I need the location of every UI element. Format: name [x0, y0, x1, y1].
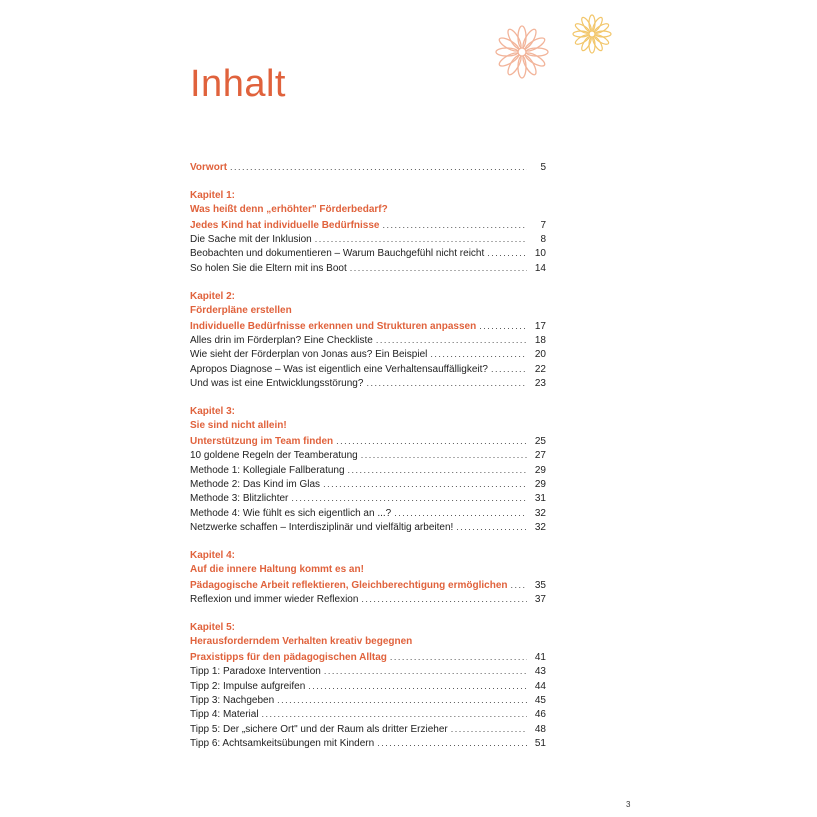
section-gap	[190, 275, 546, 290]
toc-entry-page: 31	[534, 493, 546, 505]
page-number: 3	[626, 800, 631, 809]
dot-leader	[383, 218, 528, 232]
toc-entry[interactable]	[190, 650, 546, 664]
toc-entry[interactable]	[190, 592, 546, 606]
toc-entry-title: So holen Sie die Eltern mit ins Boot	[190, 262, 347, 274]
toc-entry[interactable]	[190, 477, 546, 491]
toc-entry-title: Tipp 4: Material	[190, 709, 259, 721]
section-gap	[190, 174, 546, 189]
dot-leader	[394, 506, 527, 520]
toc-entry-title: Individuelle Bedürfnisse erkennen und Strukturen anpassen	[190, 320, 477, 332]
toc-entry-page: 32	[534, 522, 546, 534]
dot-leader	[491, 362, 527, 376]
dot-leader	[511, 578, 528, 592]
toc-entry[interactable]	[190, 520, 546, 534]
toc-entry-title: Methode 1: Kollegiale Fallberatung	[190, 464, 345, 476]
dot-leader	[324, 664, 527, 678]
dot-leader	[366, 376, 527, 390]
toc-entry-page: 51	[534, 738, 546, 750]
page-title: Inhalt	[190, 63, 286, 105]
toc-entry-title: Die Sache mit der Inklusion	[190, 234, 312, 246]
toc-entry-page: 10	[534, 248, 546, 260]
toc-entry[interactable]	[190, 448, 546, 462]
toc-entry[interactable]	[190, 319, 546, 333]
toc-entry-title: Vorwort	[190, 162, 228, 173]
dot-leader	[430, 347, 527, 361]
toc-entry-title: Tipp 5: Der „sichere Ort" und der Raum als dritter Erzieher	[190, 723, 448, 735]
toc-entry-page: 18	[534, 334, 546, 346]
dot-leader	[262, 707, 527, 721]
dot-leader	[361, 592, 527, 606]
toc-entry-title: Netzwerke schaffen – Interdisziplinär und vielfältig arbeiten!	[190, 522, 454, 534]
toc-entry-page: 20	[534, 349, 546, 361]
chapter-heading: Was heißt denn „erhöhter" Förderbedarf?	[190, 204, 388, 216]
toc-entry[interactable]	[190, 261, 546, 275]
dot-leader	[348, 463, 527, 477]
toc-entry-page: 22	[534, 363, 546, 375]
toc-entry-title: Beobachten und dokumentieren – Warum Bauchgefühl nicht reicht	[190, 248, 485, 260]
toc-entry-page: 48	[534, 723, 546, 735]
toc-entry-title: Methode 2: Das Kind im Glas	[190, 478, 321, 490]
toc-entry[interactable]	[190, 246, 546, 260]
toc-entry-page: 7	[540, 219, 546, 231]
toc-entry-title: Tipp 3: Nachgeben	[190, 695, 275, 706]
toc-entry-page: 41	[534, 651, 546, 663]
toc-entry-title: Methode 4: Wie fühlt es sich eigentlich an ...?	[190, 507, 392, 519]
toc-entry[interactable]	[190, 347, 546, 361]
dot-leader	[479, 319, 527, 333]
dot-leader	[336, 434, 527, 448]
toc-entry-page: 46	[534, 709, 546, 721]
toc-entry-page: 23	[534, 378, 546, 390]
toc-entry-title: Jedes Kind hat individuelle Bedürfnisse	[190, 219, 380, 231]
toc-entry[interactable]	[190, 722, 546, 736]
dot-leader	[277, 693, 527, 707]
flower-decoration	[490, 10, 620, 100]
toc-entry-title: Und was ist eine Entwicklungsstörung?	[190, 378, 364, 390]
section-gap	[190, 607, 546, 622]
toc-entry-page: 29	[534, 478, 546, 490]
toc-entry-page: 44	[534, 680, 546, 692]
toc-entry-page: 45	[534, 695, 546, 706]
toc-entry-title: Pädagogische Arbeit reflektieren, Gleichberechtigung ermöglichen	[190, 579, 508, 591]
dot-leader	[456, 520, 527, 534]
toc-entry-page: 35	[534, 579, 546, 591]
toc-entry[interactable]	[190, 707, 546, 721]
chapter-label: Kapitel 4:	[190, 549, 236, 561]
toc-entry-page: 5	[540, 162, 546, 173]
dot-leader	[390, 650, 527, 664]
toc-entry-page: 17	[534, 320, 546, 332]
flower-icon	[573, 15, 611, 53]
toc-entry-title: Tipp 2: Impulse aufgreifen	[190, 680, 306, 692]
toc-entry[interactable]	[190, 218, 546, 232]
chapter-label: Kapitel 1:	[190, 189, 236, 201]
toc-entry-page: 25	[534, 435, 546, 447]
chapter-heading: Auf die innere Haltung kommt es an!	[190, 564, 364, 576]
toc-entry-page: 37	[534, 594, 546, 606]
toc-entry-vorwort[interactable]	[190, 160, 546, 174]
chapter-heading: Förderpläne erstellen	[190, 305, 292, 317]
dot-leader	[308, 679, 527, 693]
toc-entry-title: Alles drin im Förderplan? Eine Checkliste	[190, 334, 373, 346]
toc-entry[interactable]	[190, 506, 546, 520]
table-of-contents	[190, 160, 546, 751]
toc-entry-page: 14	[534, 262, 546, 274]
toc-entry-title: Praxistipps für den pädagogischen Alltag	[190, 651, 387, 663]
toc-entry[interactable]	[190, 333, 546, 347]
toc-entry[interactable]	[190, 463, 546, 477]
chapter-label: Kapitel 3:	[190, 405, 236, 417]
toc-entry-title: Methode 3: Blitzlichter	[190, 493, 289, 505]
dot-leader	[361, 448, 527, 462]
toc-entry[interactable]	[190, 232, 546, 246]
toc-entry[interactable]	[190, 362, 546, 376]
chapter-label: Kapitel 5:	[190, 622, 236, 634]
chapter-heading: Sie sind nicht allein!	[190, 420, 287, 432]
dot-leader	[291, 491, 527, 505]
toc-entry-page: 8	[540, 234, 546, 246]
flower-icon	[496, 26, 548, 78]
dot-leader	[230, 160, 527, 174]
toc-entry-title: Unterstützung im Team finden	[190, 435, 334, 447]
toc-entry-title: Wie sieht der Förderplan von Jonas aus? Ein Beispiel	[190, 349, 428, 361]
toc-entry-page: 29	[534, 464, 546, 476]
toc-entry[interactable]	[190, 693, 546, 707]
toc-entry-title: Reflexion und immer wieder Reflexion	[190, 594, 359, 606]
toc-entry-page: 27	[534, 450, 546, 462]
toc-entry[interactable]	[190, 376, 546, 390]
toc-entry-page: 43	[534, 666, 546, 678]
dot-leader	[376, 333, 527, 347]
dot-leader	[487, 246, 527, 260]
toc-entry[interactable]	[190, 679, 546, 693]
chapter-heading: Herausforderndem Verhalten kreativ begegnen	[190, 636, 413, 648]
toc-entry[interactable]	[190, 434, 546, 448]
section-gap	[190, 390, 546, 405]
dot-leader	[323, 477, 527, 491]
toc-entry[interactable]	[190, 664, 546, 678]
toc-entry-title: Tipp 6: Achtsamkeitsübungen mit Kindern	[190, 738, 375, 750]
dot-leader	[315, 232, 527, 246]
section-gap	[190, 534, 546, 549]
dot-leader	[350, 261, 527, 275]
toc-entry-page: 32	[534, 507, 546, 519]
toc-entry[interactable]	[190, 578, 546, 592]
toc-entry-title: Tipp 1: Paradoxe Intervention	[190, 666, 321, 678]
dot-leader	[377, 736, 527, 750]
dot-leader	[451, 722, 527, 736]
toc-entry-title: Apropos Diagnose – Was ist eigentlich eine Verhaltensauffälligkeit?	[190, 363, 488, 375]
toc-entry[interactable]	[190, 736, 546, 750]
chapter-label: Kapitel 2:	[190, 290, 236, 302]
toc-entry[interactable]	[190, 491, 546, 505]
toc-entry-title: 10 goldene Regeln der Teamberatung	[190, 450, 358, 462]
